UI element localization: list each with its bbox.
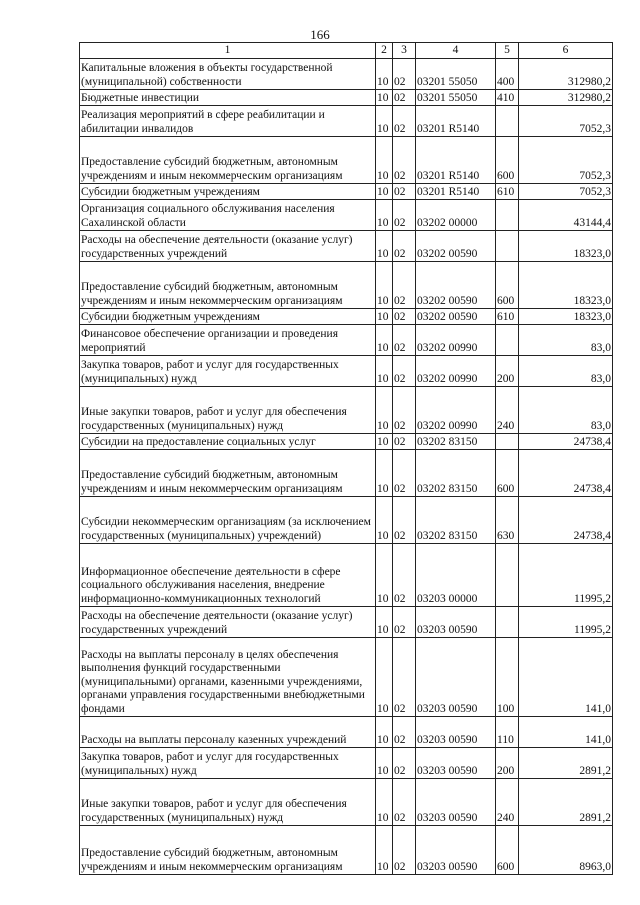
cell-name: Иные закупки товаров, работ и услуг для обеспечения государственных (муниципальных) нужд: [80, 387, 376, 434]
cell-name: Капитальные вложения в объекты государственной (муниципальной) собственности: [80, 59, 376, 90]
cell-section: 10: [376, 90, 393, 106]
cell-expense-type: 400: [496, 59, 519, 90]
cell-expense-type: 200: [496, 356, 519, 387]
cell-subsection: 02: [393, 717, 416, 748]
cell-section: 10: [376, 450, 393, 497]
cell-expense-type: 410: [496, 90, 519, 106]
cell-name: Предоставление субсидий бюджетным, автономным учреждениям и иным некоммерческим организациям: [80, 262, 376, 309]
cell-target-code: 03202 83150: [416, 450, 496, 497]
cell-subsection: 02: [393, 748, 416, 779]
cell-expense-type: [496, 607, 519, 638]
table-row: [80, 137, 613, 184]
cell-subsection: 02: [393, 200, 416, 231]
cell-subsection: 02: [393, 59, 416, 90]
cell-subsection: 02: [393, 231, 416, 262]
table-row: [80, 497, 613, 544]
column-header-name: 1: [80, 43, 376, 59]
cell-section: 10: [376, 106, 393, 137]
cell-section: 10: [376, 826, 393, 875]
column-header-amount: 6: [519, 43, 613, 59]
cell-subsection: 02: [393, 434, 416, 450]
cell-name: Субсидии бюджетным учреждениям: [80, 184, 376, 200]
cell-target-code: 03201 R5140: [416, 137, 496, 184]
cell-subsection: 02: [393, 309, 416, 325]
table-row: [80, 356, 613, 387]
cell-section: 10: [376, 325, 393, 356]
cell-name: Закупка товаров, работ и услуг для государственных (муниципальных) нужд: [80, 748, 376, 779]
table-row: [80, 638, 613, 717]
column-header-section: 2: [376, 43, 393, 59]
cell-target-code: 03203 00590: [416, 717, 496, 748]
table-row: [80, 434, 613, 450]
table-row: [80, 184, 613, 200]
cell-section: 10: [376, 231, 393, 262]
cell-expense-type: 610: [496, 309, 519, 325]
cell-name: Закупка товаров, работ и услуг для государственных (муниципальных) нужд: [80, 356, 376, 387]
cell-expense-type: 200: [496, 748, 519, 779]
cell-expense-type: 600: [496, 826, 519, 875]
cell-amount: 312980,2: [519, 59, 613, 90]
table-header-row: [80, 43, 613, 59]
cell-expense-type: 600: [496, 137, 519, 184]
cell-amount: 141,0: [519, 638, 613, 717]
cell-amount: 2891,2: [519, 748, 613, 779]
cell-target-code: 03202 00990: [416, 356, 496, 387]
cell-amount: 18323,0: [519, 231, 613, 262]
cell-amount: 7052,3: [519, 184, 613, 200]
table-row: [80, 90, 613, 106]
cell-subsection: 02: [393, 184, 416, 200]
cell-name: Расходы на выплаты персоналу казенных учреждений: [80, 717, 376, 748]
cell-expense-type: [496, 106, 519, 137]
cell-target-code: 03202 00590: [416, 231, 496, 262]
table-row: [80, 106, 613, 137]
cell-amount: 24738,4: [519, 434, 613, 450]
cell-section: 10: [376, 137, 393, 184]
cell-amount: 24738,4: [519, 497, 613, 544]
cell-name: Иные закупки товаров, работ и услуг для обеспечения государственных (муниципальных) нужд: [80, 779, 376, 826]
cell-expense-type: [496, 231, 519, 262]
cell-section: 10: [376, 434, 393, 450]
cell-amount: 2891,2: [519, 779, 613, 826]
cell-amount: 8963,0: [519, 826, 613, 875]
cell-section: 10: [376, 607, 393, 638]
cell-name: Расходы на выплаты персоналу в целях обеспечения выполнения функций государственными (муниципальными) органами, казенными учреждениями, органами управления государственными внебюджетными фондами: [80, 638, 376, 717]
cell-subsection: 02: [393, 779, 416, 826]
table-row: [80, 231, 613, 262]
cell-section: 10: [376, 497, 393, 544]
table-row: [80, 544, 613, 607]
cell-expense-type: 600: [496, 262, 519, 309]
cell-section: 10: [376, 748, 393, 779]
cell-amount: 11995,2: [519, 607, 613, 638]
table-row: [80, 826, 613, 875]
cell-target-code: 03203 00590: [416, 748, 496, 779]
cell-target-code: 03202 00990: [416, 387, 496, 434]
cell-name: Расходы на обеспечение деятельности (оказание услуг) государственных учреждений: [80, 231, 376, 262]
table-row: [80, 325, 613, 356]
cell-section: 10: [376, 356, 393, 387]
cell-expense-type: [496, 434, 519, 450]
table-row: [80, 59, 613, 90]
cell-section: 10: [376, 544, 393, 607]
cell-subsection: 02: [393, 356, 416, 387]
cell-target-code: 03201 R5140: [416, 184, 496, 200]
cell-name: Бюджетные инвестиции: [80, 90, 376, 106]
cell-target-code: 03201 55050: [416, 90, 496, 106]
column-header-target-code: 4: [416, 43, 496, 59]
cell-target-code: 03201 55050: [416, 59, 496, 90]
cell-target-code: 03202 83150: [416, 497, 496, 544]
cell-expense-type: 240: [496, 779, 519, 826]
cell-amount: 312980,2: [519, 90, 613, 106]
cell-name: Финансовое обеспечение организации и проведения мероприятий: [80, 325, 376, 356]
cell-amount: 83,0: [519, 387, 613, 434]
cell-target-code: 03202 00000: [416, 200, 496, 231]
cell-amount: 83,0: [519, 356, 613, 387]
cell-amount: 83,0: [519, 325, 613, 356]
cell-amount: 18323,0: [519, 262, 613, 309]
table-row: [80, 607, 613, 638]
cell-name: Предоставление субсидий бюджетным, автономным учреждениям и иным некоммерческим организациям: [80, 137, 376, 184]
column-header-expense-type: 5: [496, 43, 519, 59]
cell-subsection: 02: [393, 90, 416, 106]
cell-expense-type: [496, 325, 519, 356]
cell-expense-type: 110: [496, 717, 519, 748]
cell-expense-type: [496, 200, 519, 231]
cell-target-code: 03203 00590: [416, 607, 496, 638]
cell-section: 10: [376, 262, 393, 309]
cell-amount: 18323,0: [519, 309, 613, 325]
cell-target-code: 03201 R5140: [416, 106, 496, 137]
cell-subsection: 02: [393, 106, 416, 137]
cell-name: Субсидии некоммерческим организациям (за исключением государственных (муниципальных) учреждений): [80, 497, 376, 544]
cell-expense-type: [496, 544, 519, 607]
cell-subsection: 02: [393, 544, 416, 607]
cell-name: Субсидии бюджетным учреждениям: [80, 309, 376, 325]
cell-amount: 7052,3: [519, 137, 613, 184]
cell-subsection: 02: [393, 638, 416, 717]
cell-name: Предоставление субсидий бюджетным, автономным учреждениям и иным некоммерческим организациям: [80, 450, 376, 497]
cell-section: 10: [376, 59, 393, 90]
cell-expense-type: 610: [496, 184, 519, 200]
cell-expense-type: 100: [496, 638, 519, 717]
table-row: [80, 748, 613, 779]
cell-target-code: 03202 00990: [416, 325, 496, 356]
cell-section: 10: [376, 638, 393, 717]
cell-target-code: 03203 00590: [416, 826, 496, 875]
cell-name: Организация социального обслуживания населения Сахалинской области: [80, 200, 376, 231]
cell-section: 10: [376, 184, 393, 200]
cell-amount: 141,0: [519, 717, 613, 748]
table-row: [80, 717, 613, 748]
cell-amount: 43144,4: [519, 200, 613, 231]
cell-subsection: 02: [393, 826, 416, 875]
cell-target-code: 03202 00590: [416, 262, 496, 309]
cell-section: 10: [376, 717, 393, 748]
cell-subsection: 02: [393, 387, 416, 434]
table-row: [80, 262, 613, 309]
cell-target-code: 03202 00590: [416, 309, 496, 325]
cell-subsection: 02: [393, 325, 416, 356]
cell-name: Предоставление субсидий бюджетным, автономным учреждениям и иным некоммерческим организациям: [80, 826, 376, 875]
table-row: [80, 779, 613, 826]
cell-name: Информационное обеспечение деятельности в сфере социального обслуживания населения, внедрение информационно-коммуникационных технологий: [80, 544, 376, 607]
cell-section: 10: [376, 309, 393, 325]
page-number: 166: [310, 27, 330, 42]
table-row: [80, 450, 613, 497]
table-row: [80, 309, 613, 325]
cell-subsection: 02: [393, 450, 416, 497]
cell-target-code: 03202 83150: [416, 434, 496, 450]
cell-section: 10: [376, 200, 393, 231]
cell-name: Расходы на обеспечение деятельности (оказание услуг) государственных учреждений: [80, 607, 376, 638]
cell-amount: 24738,4: [519, 450, 613, 497]
column-header-subsection: 3: [393, 43, 416, 59]
table-row: [80, 387, 613, 434]
cell-section: 10: [376, 779, 393, 826]
budget-table: [79, 42, 613, 875]
cell-name: Реализация мероприятий в сфере реабилитации и абилитации инвалидов: [80, 106, 376, 137]
cell-name: Субсидии на предоставление социальных услуг: [80, 434, 376, 450]
cell-expense-type: 630: [496, 497, 519, 544]
cell-target-code: 03203 00590: [416, 638, 496, 717]
cell-subsection: 02: [393, 497, 416, 544]
cell-target-code: 03203 00000: [416, 544, 496, 607]
cell-target-code: 03203 00590: [416, 779, 496, 826]
cell-amount: 7052,3: [519, 106, 613, 137]
cell-section: 10: [376, 387, 393, 434]
cell-subsection: 02: [393, 262, 416, 309]
table-row: [80, 200, 613, 231]
cell-expense-type: 240: [496, 387, 519, 434]
cell-subsection: 02: [393, 137, 416, 184]
table-body: [80, 59, 613, 875]
cell-amount: 11995,2: [519, 544, 613, 607]
cell-expense-type: 600: [496, 450, 519, 497]
cell-subsection: 02: [393, 607, 416, 638]
